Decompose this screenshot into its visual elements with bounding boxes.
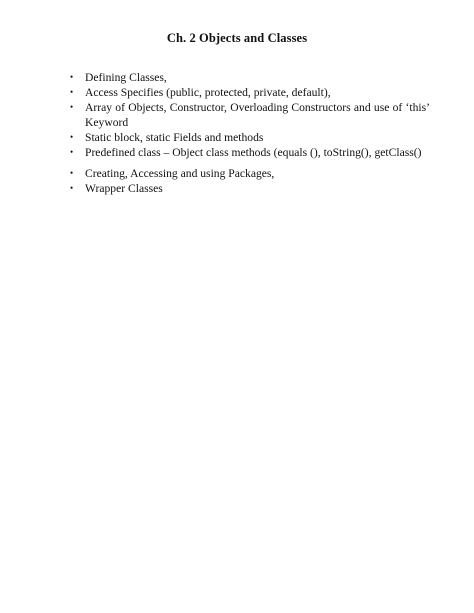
list-item-text-line-2: Keyword [85,116,129,129]
list-item-text-line-1: Array of Objects, Constructor, Overloading Constructors and use of ‘this’ [85,101,430,114]
bullet-icon: • [70,72,74,82]
topic-list [70,70,430,196]
bullet-icon: • [70,132,74,142]
list-item-text: Wrapper Classes [85,182,163,195]
list-item-text: Creating, Accessing and using Packages, [85,167,275,180]
bullet-icon: • [70,102,74,112]
list-item-access-specifies [70,85,430,100]
page-title: Ch. 2 Objects and Classes [166,31,308,45]
bullet-icon: • [70,87,74,97]
list-item-text: Static block, static Fields and methods [85,131,264,144]
bullet-icon: • [70,183,74,193]
bullet-icon: • [70,147,74,157]
list-item-text: Predefined class – Object class methods (equals (), toString(), getClass() [85,146,422,159]
bullet-icon: • [70,168,74,178]
list-item-text: Defining Classes, [85,71,167,84]
list-item-predefined-class [70,145,430,160]
list-item-wrapper-classes [70,181,430,196]
list-item-static-block [70,130,430,145]
list-item-packages [70,166,430,181]
list-item-defining-classes [70,70,430,85]
list-item-text: Access Specifies (public, protected, private, default), [85,86,331,99]
list-item-array-of-objects [70,100,430,130]
